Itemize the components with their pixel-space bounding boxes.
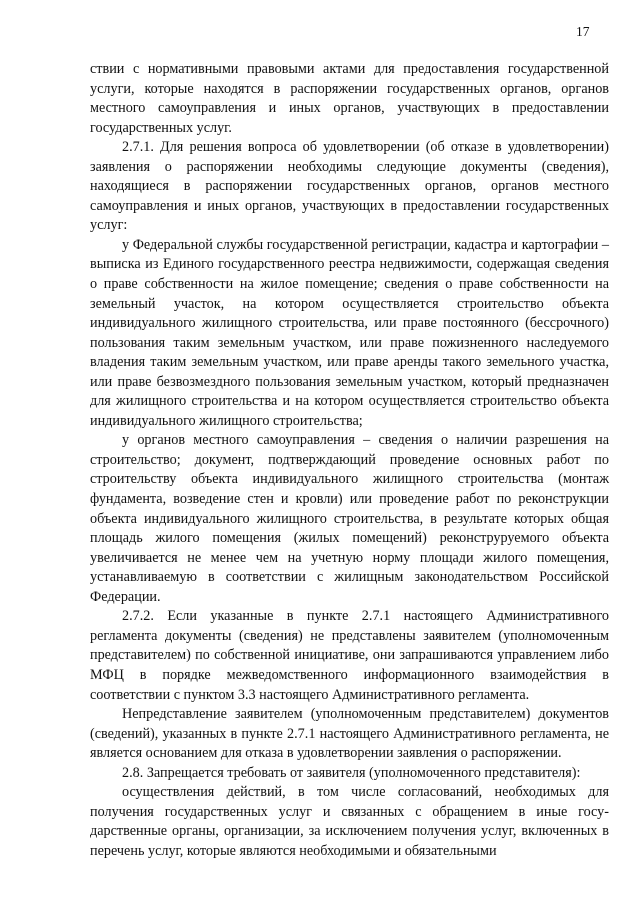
paragraph-2-7-1: 2.7.1. Для решения вопроса об удовлетворении (об отказе в удовлетворении) заявления о распоряжении необходимы следующие документы (сведения), находящиеся в распоряжении государственных органов, органов местного самоуправления и иных органов, участвующих в предоставлении государственных услуг:	[90, 139, 609, 234]
document-body	[90, 60, 609, 861]
paragraph-actions: осуществления действий, в том числе согласований, необходимых для получения государственных услуг и связанных с обращением в иные государственные органы, организации, за исключением получения услуг, включенных в перечень услуг, которые являются необходимыми и обязательными	[90, 784, 609, 859]
paragraph-local-government: у органов местного самоуправления – сведения о наличии разрешения на строительство; документ, подтверждающий проведение основных работ по строительству объекта индивидуального жилищного строительства (монтаж фундамента, возведение стен и кровли) или проведение работ по реконструкции объекта индивидуального жилищного строительства, в результате которых общая площадь жилого помещения (жилых помещений) реконструруемого объекта увеличивается не менее чем на учетную норму площади жилого помещения, устанавливаемую в соответствии с жилищным законодательством Российской Федерации.	[90, 432, 609, 605]
paragraph-2-7-2: 2.7.2. Если указанные в пункте 2.7.1 настоящего Административного регламента документы (сведения) не представлены заявителем (уполномоченным представителем) по собственной инициативе, они запрашиваются управлением либо МФЦ в порядке межведомственного информационного взаимодействия в соответствии с пунктом 3.3 настоящего Административного регламента.	[90, 608, 609, 703]
paragraph-non-submission: Непредставление заявителем (уполномоченным представителем) документов (сведений), указанных в пункте 2.7.1 настоящего Административного регламента, не является основанием для отказа в удовлетворении заявления о распоряжении.	[90, 706, 609, 762]
paragraph-federal-service: у Федеральной службы государственной регистрации, кадастра и картографии – выписка из Единого государственного реестра недвижимости, содержащая сведения о праве собственности на жилое помещение; сведения о праве собственности на земельный участок, на котором осуществляется строительство объекта индивидуального жилищного строительства, или праве постоянного (бессрочного) пользования таким земельным участком, или праве пожизненного наследуемого владения таким земельным участком, или праве аренды такого земельного участка, или праве безвозмездного пользования земельным участком, который предназначен для жилищного строительства и на котором осуществляется строительство объекта индивидуального жилищного строительства;	[90, 236, 609, 429]
paragraph-2-8: 2.8. Запрещается требовать от заявителя (уполномоченного представителя):	[122, 764, 581, 781]
paragraph-continuation: ствии с нормативными правовыми актами для предоставления государственной услуги, которые находятся в распоряжении государственных органов, органов местного самоуправления и иных органов, участвующих в предоставлении государственных услуг.	[90, 61, 609, 136]
page-number: 17	[576, 24, 590, 39]
